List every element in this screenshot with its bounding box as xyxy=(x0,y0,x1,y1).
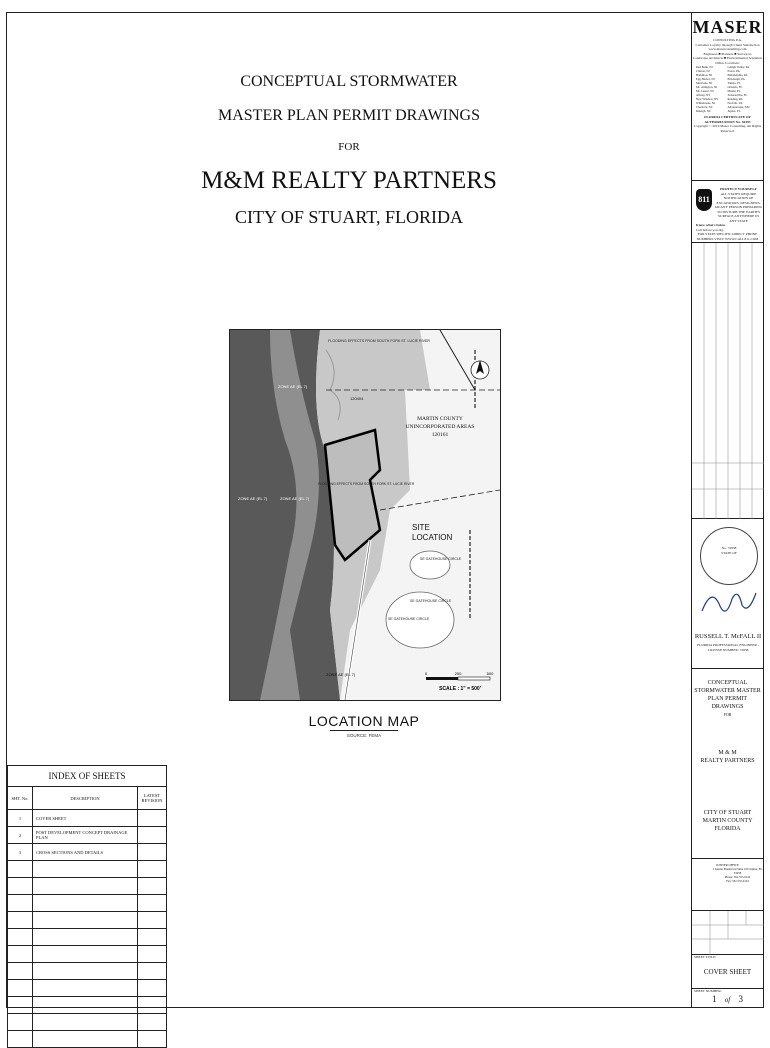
office-item: Pittsburgh, PA xyxy=(727,77,745,81)
office-item: Albany, NY xyxy=(696,93,711,97)
table-row xyxy=(8,844,167,861)
table-row-empty xyxy=(8,878,167,895)
map-caption xyxy=(229,713,499,738)
know-line-2: Call before you dig. xyxy=(696,227,724,232)
map-label-circle-2: SE GATEHOUSE CIRCLE xyxy=(388,617,430,621)
sheet-number xyxy=(692,994,763,1006)
index-caption: INDEX OF SHEETS xyxy=(8,766,167,787)
index-of-sheets xyxy=(7,765,167,1048)
office-item: Tampa, FL xyxy=(727,81,741,85)
office-item: Hamilton, NJ xyxy=(696,73,713,77)
office-phone: Phone: 561.555.0142 xyxy=(724,875,751,879)
firm-motto: Customer Loyalty through Client Satisfaction xyxy=(695,42,760,47)
project-line: CONCEPTUAL xyxy=(707,680,748,686)
title-line-1: CONCEPTUAL STORMWATER xyxy=(240,73,458,90)
seal-block xyxy=(692,519,763,669)
table-row-empty xyxy=(8,946,167,963)
table-row-empty xyxy=(8,1014,167,1031)
signature-icon xyxy=(692,581,764,621)
sheet-number-current: 1 xyxy=(712,993,717,1004)
map-label-site-1: SITE xyxy=(412,523,430,532)
map-title-underline xyxy=(330,730,398,731)
table-row-empty xyxy=(8,929,167,946)
sheet-no: 3 xyxy=(8,844,33,861)
office-item: Albuquerque, NM xyxy=(727,105,750,109)
sheet-number-block xyxy=(692,989,763,1009)
offices-caption: Office Locations: xyxy=(715,60,740,65)
map-label-panel: 120404 xyxy=(350,396,364,401)
table-row-empty xyxy=(8,912,167,929)
table-row-empty xyxy=(8,997,167,1014)
sheet-rev xyxy=(138,810,167,827)
map-title: LOCATION MAP xyxy=(308,713,420,729)
table-row-empty xyxy=(8,963,167,980)
office-address: 1 Jupiter Boulevard Suite 100 Jupiter, FL 33458 xyxy=(712,867,763,875)
office-item: Orlando, FL xyxy=(727,85,743,89)
map-label-flood-mid: FLOODING EFFECTS FROM SOUTH FORK ST. LUCIE RIVER xyxy=(318,482,415,486)
office-item: Jupiter, FL xyxy=(727,109,741,113)
drawing-sheet xyxy=(6,12,764,1008)
firm-website: www.maserconsulting.com xyxy=(708,47,747,51)
office-item: Clinton, NJ xyxy=(696,69,710,73)
sheet-number-of: of xyxy=(724,995,731,1004)
scale-label-0: 0 xyxy=(424,671,428,676)
office-item: Norfolk, VA xyxy=(727,101,743,105)
index-header-no: SHT. No. xyxy=(8,787,33,810)
project-line: M & M xyxy=(718,750,737,756)
firm-services-1: Engineers ■ Planners ■ Surveyors xyxy=(703,51,752,56)
office-item: Philadelphia, PA xyxy=(727,73,748,77)
office-item: Mt. Arlington, NJ xyxy=(696,85,718,89)
scale-label-250: 250 xyxy=(454,671,462,676)
map-label-circle-3: SE GATEHOUSE CIRCLE xyxy=(410,599,452,603)
office-item: New Windsor, NY xyxy=(696,97,719,101)
call-811-icon: 811 xyxy=(696,189,712,211)
office-item: Whitehouse, NJ xyxy=(696,101,716,105)
index-header-rev: LATEST REVISION xyxy=(138,787,167,810)
protect-text: ALL STATES REQUIRE NOTIFICATION OF EXCAVATORS, DESIGNERS, OR ANY PERSON PREPARING TO DISTURB THE EARTH'S SURFACE ANYWHERE IN ANY STATE xyxy=(714,191,763,223)
sheet-title-caption: SHEET TITLE: xyxy=(694,955,717,959)
table-row-empty xyxy=(8,1031,167,1048)
map-label-zone-ae-upper: ZONE AE (EL 7) xyxy=(278,384,308,389)
revision-grid xyxy=(692,243,763,519)
title-line-3: FOR xyxy=(338,141,360,153)
map-label-zone-ae-left: ZONE AE (EL 7) xyxy=(238,496,268,501)
firm-services-2: Landscape Architects ■ Environmental Scientists xyxy=(693,56,762,60)
project-block xyxy=(692,669,763,859)
office-item: Montvale, NJ xyxy=(696,81,713,85)
office-item: Red Bank, NJ xyxy=(696,65,713,69)
firm-tagline: CONSULTING P.A. xyxy=(713,38,742,42)
main-area xyxy=(7,13,691,1007)
office-block xyxy=(692,859,763,911)
scale-label-500: 500 xyxy=(486,671,494,676)
sheet-rev xyxy=(138,827,167,844)
index-header-desc: DESCRIPTION xyxy=(33,787,138,810)
map-label-county-1: MARTIN COUNTY xyxy=(417,416,463,422)
scale-text: SCALE : 1" = 500' xyxy=(439,686,481,692)
table-row xyxy=(8,827,167,844)
office-list xyxy=(692,65,763,113)
office-item: Miami, FL xyxy=(727,89,741,93)
sheet-no: 1 xyxy=(8,810,33,827)
client-name: M&M REALTY PARTNERS xyxy=(201,167,497,194)
engineer-title: FLORIDA PROFESSIONAL ENGINEER - LICENSE NUMBER: 72838 xyxy=(697,643,759,652)
office-item: Lehigh Valley, PA xyxy=(727,65,750,69)
engineer-seal xyxy=(700,527,758,585)
table-row-empty xyxy=(8,861,167,878)
office-item: Jacksonville, FL xyxy=(727,93,748,97)
firm-logo: MASER xyxy=(692,17,763,37)
office-name: JUPITER OFFICE xyxy=(716,863,739,867)
map-label-flood-top: FLOODING EFFECTS FROM SOUTH FORK ST. LUCIE RIVER xyxy=(328,339,431,343)
sheet-title: COVER SHEET xyxy=(703,967,752,976)
project-line: REALTY PARTNERS xyxy=(700,758,755,764)
title-line-2: MASTER PLAN PERMIT DRAWINGS xyxy=(218,107,480,124)
sheet-desc: COVER SHEET xyxy=(33,810,138,827)
seal-license: No. 72838 xyxy=(721,546,737,550)
sheet-number-caption: SHEET NUMBER: xyxy=(694,989,722,993)
authorization: FLORIDA CERTIFICATE OF AUTHORIZATION No. 30393 xyxy=(704,115,751,124)
project-line: STORMWATER MASTER xyxy=(694,688,761,694)
office-item: Exton, PA xyxy=(727,69,740,73)
contact-text: FOR STATE SPECIFIC DIRECT PHONE NUMBERS VISIT: WWW.CALL811.COM xyxy=(696,232,759,241)
firm-block xyxy=(692,13,763,181)
office-item: Reading, PA xyxy=(727,97,743,101)
seal-state: STATE OF xyxy=(721,550,737,555)
map-label-county-2: UNINCORPORATED AREAS xyxy=(405,424,475,430)
map-label-zone-ae-low: ZONE AE (EL 7) xyxy=(326,672,356,677)
title-block xyxy=(691,13,763,1007)
location-map xyxy=(229,329,501,701)
map-label-county-3: 120161 xyxy=(431,432,449,438)
project-line: PLAN PERMIT DRAWINGS xyxy=(707,696,748,710)
project-line: CITY OF STUART xyxy=(703,810,752,816)
sheet-number-total: 3 xyxy=(738,993,743,1004)
map-label-circle-1: SE GATEHOUSE CIRCLE xyxy=(420,557,462,561)
sheet-desc: CROSS SECTIONS AND DETAILS xyxy=(33,844,138,861)
engineer-name: RUSSELL T. McFALL II xyxy=(694,633,762,640)
map-label-site-2: LOCATION xyxy=(412,533,453,542)
table-row-empty xyxy=(8,895,167,912)
table-row-empty xyxy=(8,980,167,997)
sheet-no: 2 xyxy=(8,827,33,844)
copyright: Copyright © 2019 Maser Consulting. All Rights Reserved. xyxy=(693,124,762,133)
sheet-rev xyxy=(138,844,167,861)
office-item: Egg Harbor, NJ xyxy=(696,77,715,81)
project-line: MARTIN COUNTY xyxy=(702,818,753,824)
project-line: FOR xyxy=(723,712,732,717)
protect-title: PROTECT YOURSELF xyxy=(720,187,757,191)
know-line-1: Know what's below. xyxy=(696,223,726,227)
sheet-desc: POST DEVELOPMENT CONCEPT DRAINAGE PLAN xyxy=(33,827,138,844)
table-row xyxy=(8,810,167,827)
project-line: FLORIDA xyxy=(714,826,741,832)
call-811-block xyxy=(692,181,763,243)
office-item: Mt. Laurel, NJ xyxy=(696,89,714,93)
map-source: SOURCE: FEMA xyxy=(346,733,382,738)
office-item: Raleigh, NC xyxy=(696,109,711,113)
office-item: Charlotte, NC xyxy=(696,105,713,109)
sheet-title-block xyxy=(692,955,763,989)
map-label-zone-ae-mid: ZONE AE (EL 7) xyxy=(280,496,310,501)
office-fax: Fax: 561.555.0143 xyxy=(726,879,749,883)
drawing-data-block xyxy=(692,911,763,955)
project-location: CITY OF STUART, FLORIDA xyxy=(235,207,463,227)
